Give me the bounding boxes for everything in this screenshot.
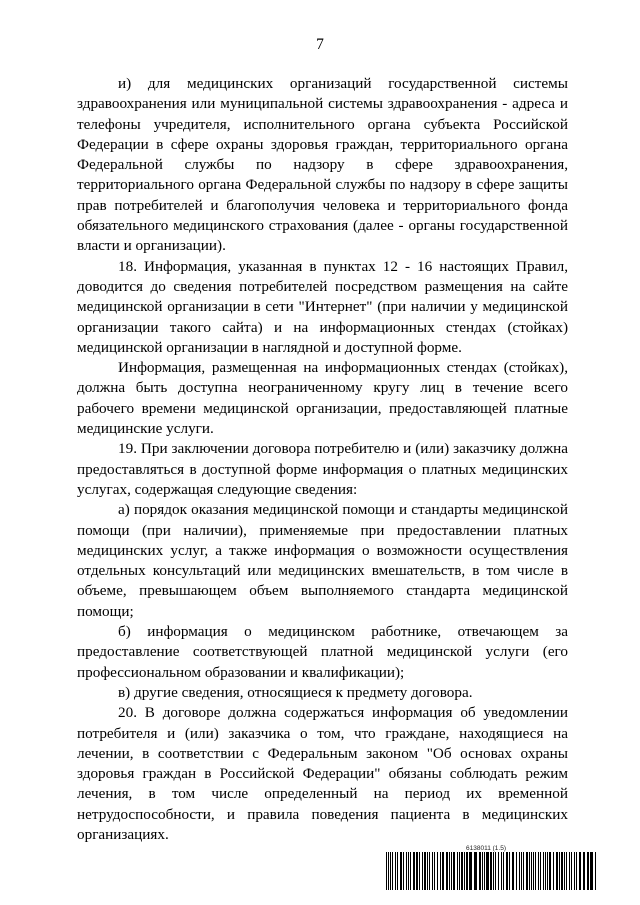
paragraph-18-stands: Информация, размещенная на информационных стендах (стойках), должна быть доступна неограниченному кругу лиц в течение всего рабочего времени медицинской организации, предоставляющей платные медицинские услуги. [77,359,568,438]
barcode-image [385,852,600,890]
paragraph-item-b: б) информация о медицинском работнике, отвечающем за предоставление соответствующей платной медицинской услуги (его профессиональном образовании и квалификации); [77,623,568,681]
paragraph-20: 20. В договоре должна содержаться информация об уведомлении потребителя и (или) заказчика о том, что граждане, находящиеся на лечении, в соответствии с Федеральным законом "Об основах охраны здоровья граждан в Российской Федерации" обязаны соблюдать режим лечения, в том числе определенный на период их временной нетрудоспособности, и правила поведения пациента в медицинских организациях. [77,704,568,843]
paragraph-item-i: и) для медицинских организаций государственной системы здравоохранения или муниципальной системы здравоохранения - адреса и телефоны учредителя, исполнительного органа субъекта Российской Федерации в сфере охраны здоровья граждан, территориального органа Федеральной службы по надзору в сфере здравоохранения, территориального органа Федеральной службы по надзору в сфере защиты прав потребителей и благополучия человека и территориального фонда обязательного медицинского страхования (далее - органы государственной власти и организации). [77,75,568,255]
barcode-label: 6138011 (1.5) [466,845,506,852]
paragraph-item-v: в) другие сведения, относящиеся к предмету договора. [118,683,473,701]
page-number: 7 [316,36,324,53]
paragraph-item-a: а) порядок оказания медицинской помощи и стандарты медицинской помощи (при наличии), применяемые при предоставлении платных медицинских услуг, а также информация о возможности осуществления отдельных консультаций или медицинских вмешательств, в том числе в объеме, превышающем объем выполняемого стандарта медицинской помощи; [77,501,568,620]
paragraph-19: 19. При заключении договора потребителю и (или) заказчику должна предоставляться в доступной форме информация о платных медицинских услугах, содержащая следующие сведения: [77,440,568,498]
document-body [77,74,568,845]
paragraph-18: 18. Информация, указанная в пунктах 12 - 16 настоящих Правил, доводится до сведения потребителей посредством размещения на сайте медицинской организации в сети "Интернет" (при наличии у медицинской организации такого сайта) и на информационных стендах (стойках) медицинской организации в наглядной и доступной форме. [77,257,568,356]
